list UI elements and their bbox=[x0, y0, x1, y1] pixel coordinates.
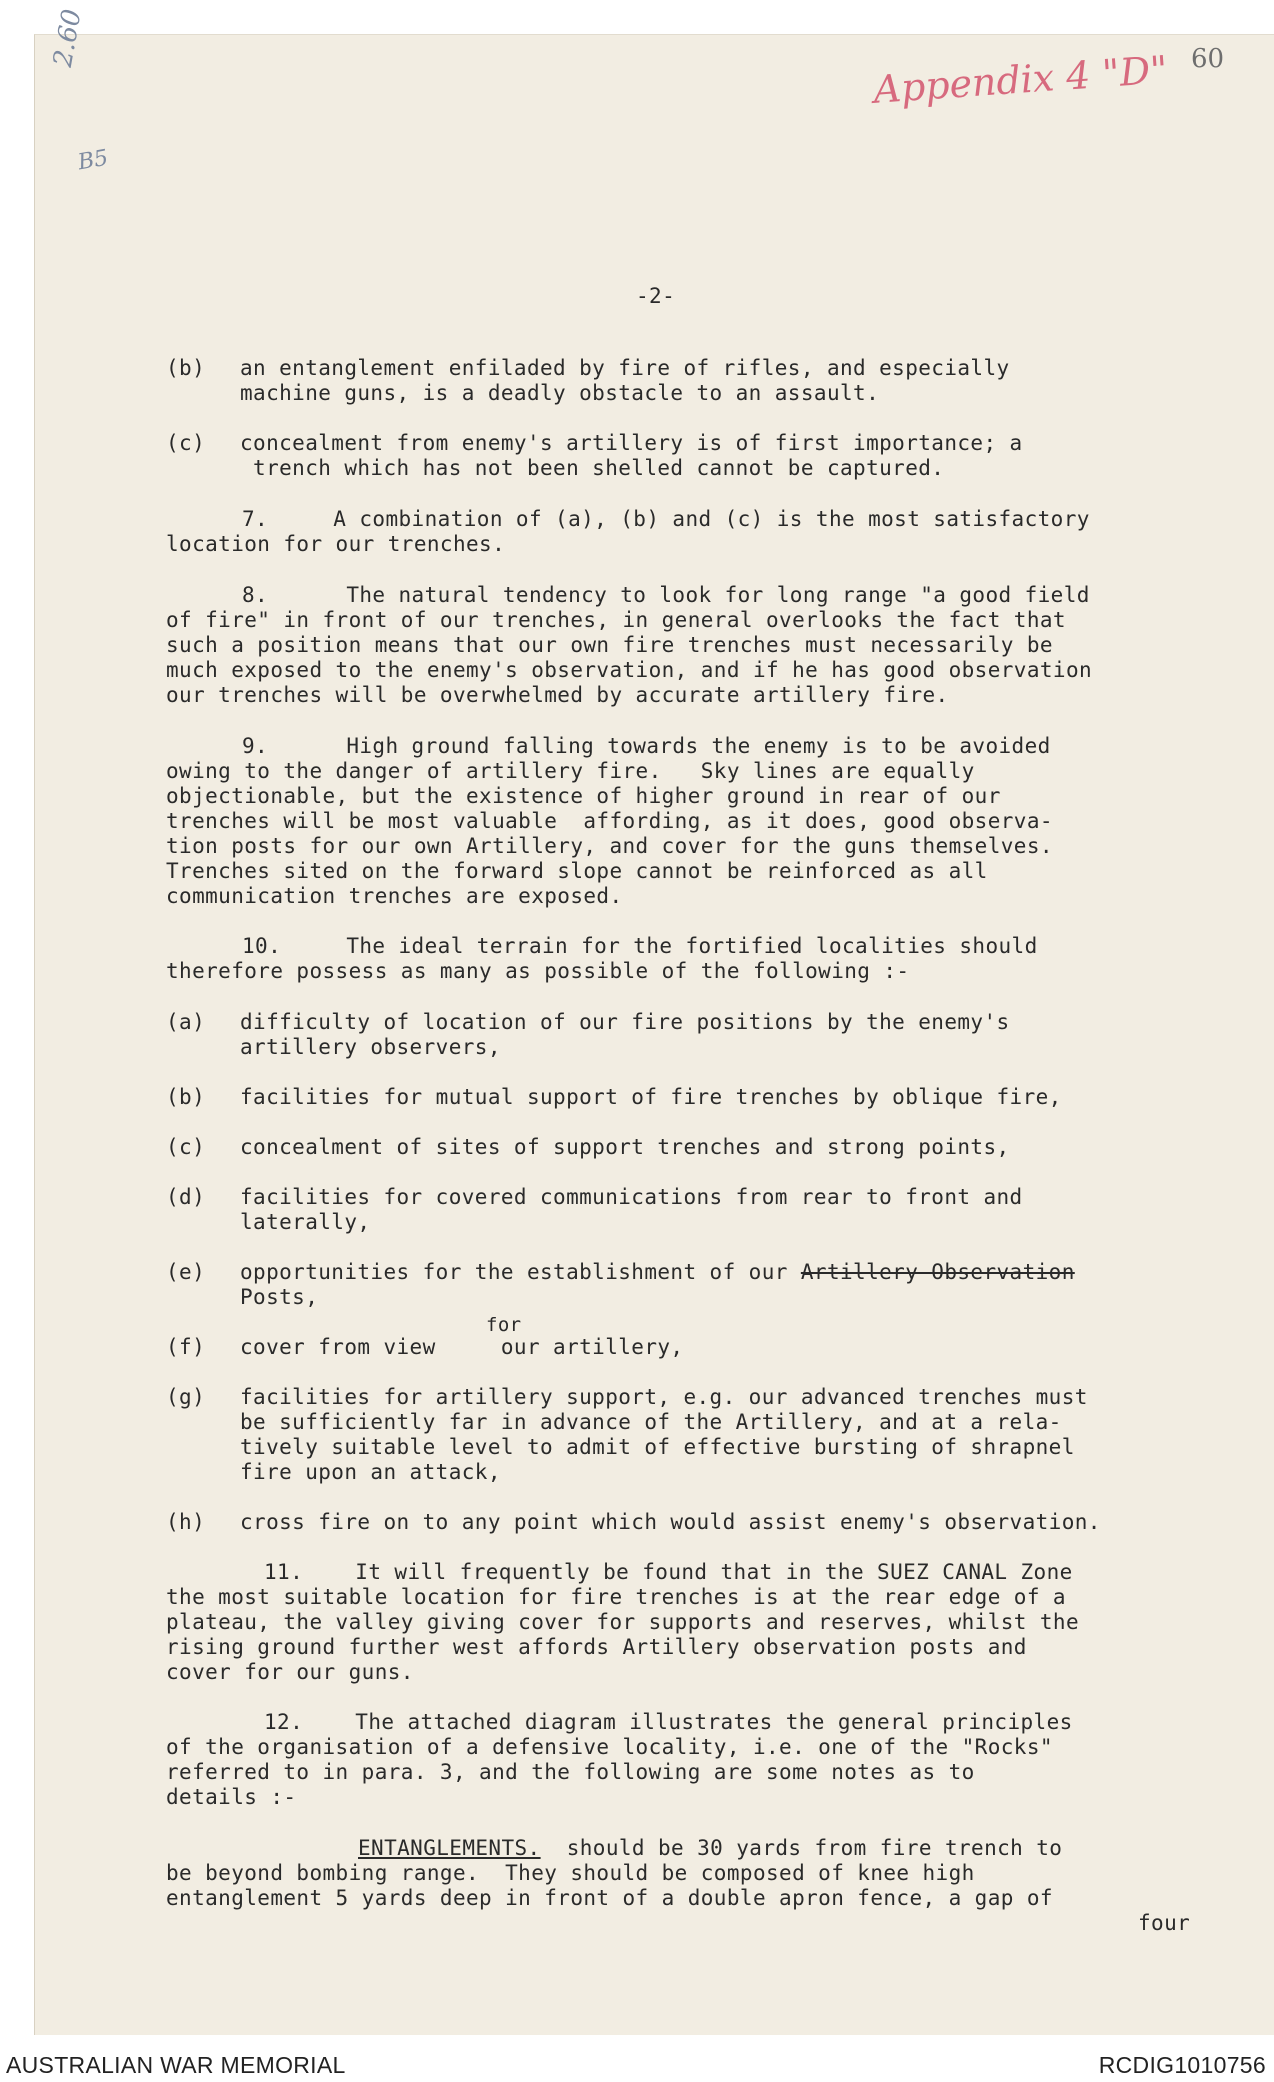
item-label: (g) bbox=[166, 1385, 206, 1409]
text-line: cover from view our artillery, bbox=[240, 1335, 684, 1359]
page-number: -2- bbox=[636, 284, 676, 308]
item-label: (e) bbox=[166, 1260, 206, 1284]
paragraph-12-line: referred to in para. 3, and the following are some notes as to bbox=[166, 1760, 975, 1784]
entanglements-line bbox=[358, 1836, 1062, 1861]
text-line: be sufficiently far in advance of the Artillery, and at a rela- bbox=[240, 1410, 1062, 1434]
pencil-annotation: 2.60 bbox=[48, 6, 88, 70]
text-line: machine guns, is a deadly obstacle to an assault. bbox=[240, 381, 880, 405]
paragraph-9-line: 9. High ground falling towards the enemy is to be avoided bbox=[242, 734, 1051, 758]
text-line bbox=[240, 1260, 1075, 1285]
paragraph-10-line: therefore possess as many as possible of the following :- bbox=[166, 959, 910, 983]
appendix-handwritten-mark: Appendix 4 "D" bbox=[872, 47, 1170, 112]
inserted-word: for bbox=[486, 1314, 522, 1336]
paragraph-12-line: of the organisation of a defensive locality, i.e. one of the "Rocks" bbox=[166, 1735, 1053, 1759]
paragraph-11-line: plateau, the valley giving cover for supports and reserves, whilst the bbox=[166, 1610, 1080, 1634]
paragraph-8-line: 8. The natural tendency to look for long range "a good field bbox=[242, 583, 1090, 607]
text-line: an entanglement enfiladed by fire of rifles, and especially bbox=[240, 356, 1010, 380]
entanglements-line: entanglement 5 yards deep in front of a double apron fence, a gap of bbox=[166, 1886, 1053, 1910]
text-line: concealment from enemy's artillery is of first importance; a bbox=[240, 431, 1023, 455]
item-label: (a) bbox=[166, 1010, 206, 1034]
text-line: trench which has not been shelled cannot be captured. bbox=[240, 456, 945, 480]
paragraph-12-line: 12. The attached diagram illustrates the general principles bbox=[264, 1710, 1073, 1734]
text-line: fire upon an attack, bbox=[240, 1460, 501, 1484]
text-line: laterally, bbox=[240, 1210, 371, 1234]
catchword: four bbox=[1138, 1911, 1191, 1935]
struck-text: Artillery Observation bbox=[800, 1260, 1075, 1284]
text-line: facilities for mutual support of fire trenches by oblique fire, bbox=[240, 1085, 1062, 1109]
paragraph-11-line: the most suitable location for fire trenches is at the rear edge of a bbox=[166, 1585, 1066, 1609]
folio-number: 60 bbox=[1191, 44, 1225, 74]
text-line: Posts, bbox=[240, 1285, 319, 1309]
paragraph-10-line: 10. The ideal terrain for the fortified localities should bbox=[242, 934, 1038, 958]
paragraph-8-line: our trenches will be overwhelmed by accurate artillery fire. bbox=[166, 683, 949, 707]
text-line: difficulty of location of our fire positions by the enemy's bbox=[240, 1010, 1010, 1034]
text-segment: should be 30 yards from fire trench to bbox=[540, 1836, 1063, 1860]
text-line: cross fire on to any point which would assist enemy's observation. bbox=[240, 1510, 1101, 1534]
entanglements-line: be beyond bombing range. They should be composed of knee high bbox=[166, 1861, 975, 1885]
paragraph-9-line: communication trenches are exposed. bbox=[166, 884, 623, 908]
item-label: (b) bbox=[166, 356, 206, 380]
paragraph-9-line: Trenches sited on the forward slope cannot be reinforced as all bbox=[166, 859, 988, 883]
paragraph-7-line: location for our trenches. bbox=[166, 532, 506, 556]
paragraph-7-line: 7. A combination of (a), (b) and (c) is the most satisfactory bbox=[242, 507, 1090, 531]
text-segment: opportunities for the establishment of our bbox=[240, 1260, 801, 1284]
item-label: (d) bbox=[166, 1185, 206, 1209]
paragraph-12-line: details :- bbox=[166, 1785, 297, 1809]
footer-archive-name: AUSTRALIAN WAR MEMORIAL bbox=[6, 2052, 346, 2078]
item-label: (c) bbox=[166, 1135, 206, 1159]
paragraph-9-line: objectionable, but the existence of higher ground in rear of our bbox=[166, 784, 1001, 808]
paragraph-8-line: such a position means that our own fire trenches must necessarily be bbox=[166, 633, 1053, 657]
text-line: facilities for covered communications from rear to front and bbox=[240, 1185, 1023, 1209]
item-label: (h) bbox=[166, 1510, 206, 1534]
text-line: tively suitable level to admit of effective bursting of shrapnel bbox=[240, 1435, 1075, 1459]
text-line: facilities for artillery support, e.g. our advanced trenches must bbox=[240, 1385, 1088, 1409]
pencil-annotation: B5 bbox=[76, 145, 111, 176]
text-line: artillery observers, bbox=[240, 1035, 501, 1059]
item-label: (f) bbox=[166, 1335, 206, 1359]
paragraph-9-line: trenches will be most valuable affording, as it does, good observa- bbox=[166, 809, 1053, 833]
paragraph-11-line: 11. It will frequently be found that in the SUEZ CANAL Zone bbox=[264, 1560, 1073, 1584]
item-label: (b) bbox=[166, 1085, 206, 1109]
entanglements-heading: ENTANGLEMENTS. bbox=[358, 1836, 541, 1860]
paragraph-9-line: tion posts for our own Artillery, and cover for the guns themselves. bbox=[166, 834, 1053, 858]
paragraph-8-line: much exposed to the enemy's observation, and if he has good observation bbox=[166, 658, 1093, 682]
item-label: (c) bbox=[166, 431, 206, 455]
paragraph-8-line: of fire" in front of our trenches, in general overlooks the fact that bbox=[166, 608, 1066, 632]
paragraph-11-line: cover for our guns. bbox=[166, 1660, 414, 1684]
paragraph-9-line: owing to the danger of artillery fire. Sky lines are equally bbox=[166, 759, 975, 783]
paragraph-11-line: rising ground further west affords Artillery observation posts and bbox=[166, 1635, 1027, 1659]
text-line: concealment of sites of support trenches and strong points, bbox=[240, 1135, 1010, 1159]
footer-record-id: RCDIG1010756 bbox=[1098, 2052, 1266, 2078]
